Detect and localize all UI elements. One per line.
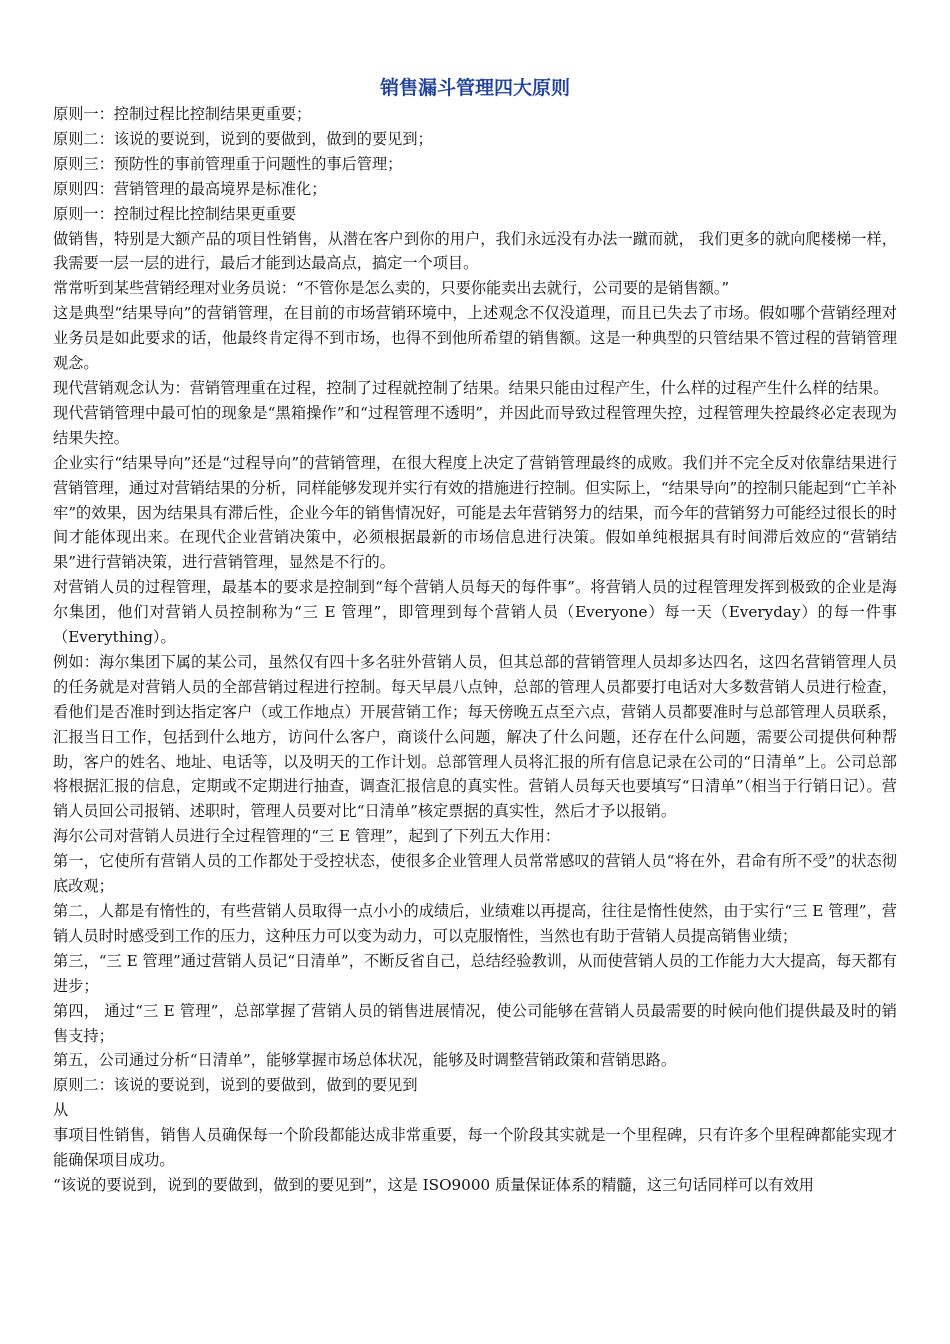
body-paragraph: 这是典型“结果导向”的营销管理，在目前的市场营销环境中，上述观念不仅没道理，而且已失去了市场。假如哪个营销经理对业务员是如此要求的话，他最终肯定得不到市场，也得不到他所希望的销售额。这是一种典型的只管结果不管过程的营销管理观念。 (53, 304, 897, 373)
body-paragraph: 对营销人员的过程管理，最基本的要求是控制到“每个营销人员每天的每件事”。将营销人员的过程管理发挥到极致的企业是海尔集团，他们对营销人员控制称为“三 E 管理”，即管理到每个营销人员（Everyone）每一天（Everyday）的每一件事（Everything）。 (53, 578, 897, 647)
body-paragraph: 第一，它使所有营销人员的工作都处于受控状态，使很多企业管理人员常常感叹的营销人员“将在外，君命有所不受”的状态彻底改观； (53, 852, 897, 896)
body-paragraph: 第五，公司通过分析“日清单”，能够掌握市场总体状况，能够及时调整营销政策和营销思路。 (53, 1051, 677, 1070)
body-paragraph: 从 (53, 1101, 69, 1120)
document-page (53, 74, 897, 1198)
document-body (53, 102, 897, 1198)
body-paragraph: 第二，人都是有惰性的，有些营销人员取得一点小小的成绩后，业绩难以再提高，往往是惰性使然，由于实行“三 E 管理”，营销人员时时感受到工作的压力，这种压力可以变为动力，可以克服惰性，当然也有助于营销人员提高销售业绩； (53, 902, 897, 945)
body-paragraph: 原则一：控制过程比控制结果更重要； (53, 105, 312, 123)
body-paragraph: 原则四：营销管理的最高境界是标准化； (53, 179, 327, 198)
body-paragraph: 原则二：该说的要说到，说到的要做到，做到的要见到 (53, 1076, 418, 1095)
body-paragraph: 例如：海尔集团下属的某公司，虽然仅有四十多名驻外营销人员，但其总部的营销管理人员却多达四名，这四名营销管理人员的任务就是对营销人员的全部营销过程进行控制。每天早晨八点钟，总部的管理人员都要打电话对大多数营销人员进行检查，看他们是否准时到达指定客户（或工作地点）开展营销工作；每天傍晚五点至六点，营销人员都要准时与总部管理人员联系，汇报当日工作，包括到什么地方，访问什么客户，商谈什么问题，解决了什么问题，还存在什么问题，需要公司提供何种帮助，客户的姓名、地址、电话等，以及明天的工作计划。总部管理人员将汇报的所有信息记录在公司的“日清单”上。公司总部将根据汇报的信息，定期或不定期进行抽查，调查汇报信息的真实性。营销人员每天也要填写“日清单”（相当于行销日记）。营销人员回公司报销、述职时，管理人员要对比“日清单”核定票据的真实性，然后才予以报销。 (53, 652, 897, 821)
body-paragraph: “该说的要说到，说到的要做到，做到的要见到”，这是 ISO9000 质量保证体系的精髓，这三句话同样可以有效用 (53, 1175, 814, 1194)
body-paragraph: 原则一：控制过程比控制结果更重要 (53, 204, 296, 223)
body-paragraph: 事项目性销售，销售人员确保每一个阶段都能达成非常重要，每一个阶段其实就是一个里程碑，只有许多个里程碑都能实现才能确保项目成功。 (53, 1126, 897, 1170)
body-paragraph: 第三，“三 E 管理”通过营销人员记“日清单”，不断反省自己，总结经验教训，从而使营销人员的工作能力大大提高，每天都有进步； (53, 951, 897, 995)
document-title: 销售漏斗管理四大原则 (379, 77, 570, 99)
body-paragraph: 现代营销管理中最可怕的现象是“黑箱操作”和“过程管理不透明”，并因此而导致过程管理失控，过程管理失控最终必定表现为结果失控。 (53, 403, 897, 447)
body-paragraph: 原则三：预防性的事前管理重于问题性的事后管理； (53, 154, 403, 173)
body-paragraph: 原则二：该说的要说到，说到的要做到，做到的要见到； (53, 129, 433, 148)
body-paragraph: 做销售，特别是大额产品的项目性销售，从潜在客户到你的用户，我们永远没有办法一蹴而就， 我们更多的就向爬楼梯一样，我需要一层一层的进行，最后才能到达最高点，搞定一个项目。 (53, 229, 897, 273)
body-paragraph: 第四， 通过“三 E 管理”，总部掌握了营销人员的销售进展情况，使公司能够在营销人员最需要的时候向他们提供最及时的销售支持； (53, 1001, 897, 1045)
body-paragraph: 企业实行“结果导向”还是“过程导向”的营销管理，在很大程度上决定了营销管理最终的成败。我们并不完全反对依靠结果进行营销管理，通过对营销结果的分析，同样能够发现并实行有效的措施进行控制。但实际上，“结果导向”的控制只能起到“亡羊补牢”的效果，因为结果具有滞后性，企业今年的销售情况好，可能是去年营销努力的结果，而今年的营销努力可能经过很长的时间才能体现出来。在现代企业营销决策中，必须根据最新的市场信息进行决策。假如单纯根据具有时间滞后效应的“营销结果”进行营销决策，进行营销管理，显然是不行的。 (53, 453, 897, 572)
body-paragraph: 常常听到某些营销经理对业务员说：“不管你是怎么卖的，只要你能卖出去就行，公司要的是销售额。” (53, 279, 730, 298)
body-paragraph: 海尔公司对营销人员进行全过程管理的“三 E 管理”，起到了下列五大作用： (53, 827, 561, 846)
body-paragraph: 现代营销观念认为：营销管理重在过程，控制了过程就控制了结果。结果只能由过程产生，什么样的过程产生什么样的结果。 (53, 378, 889, 397)
